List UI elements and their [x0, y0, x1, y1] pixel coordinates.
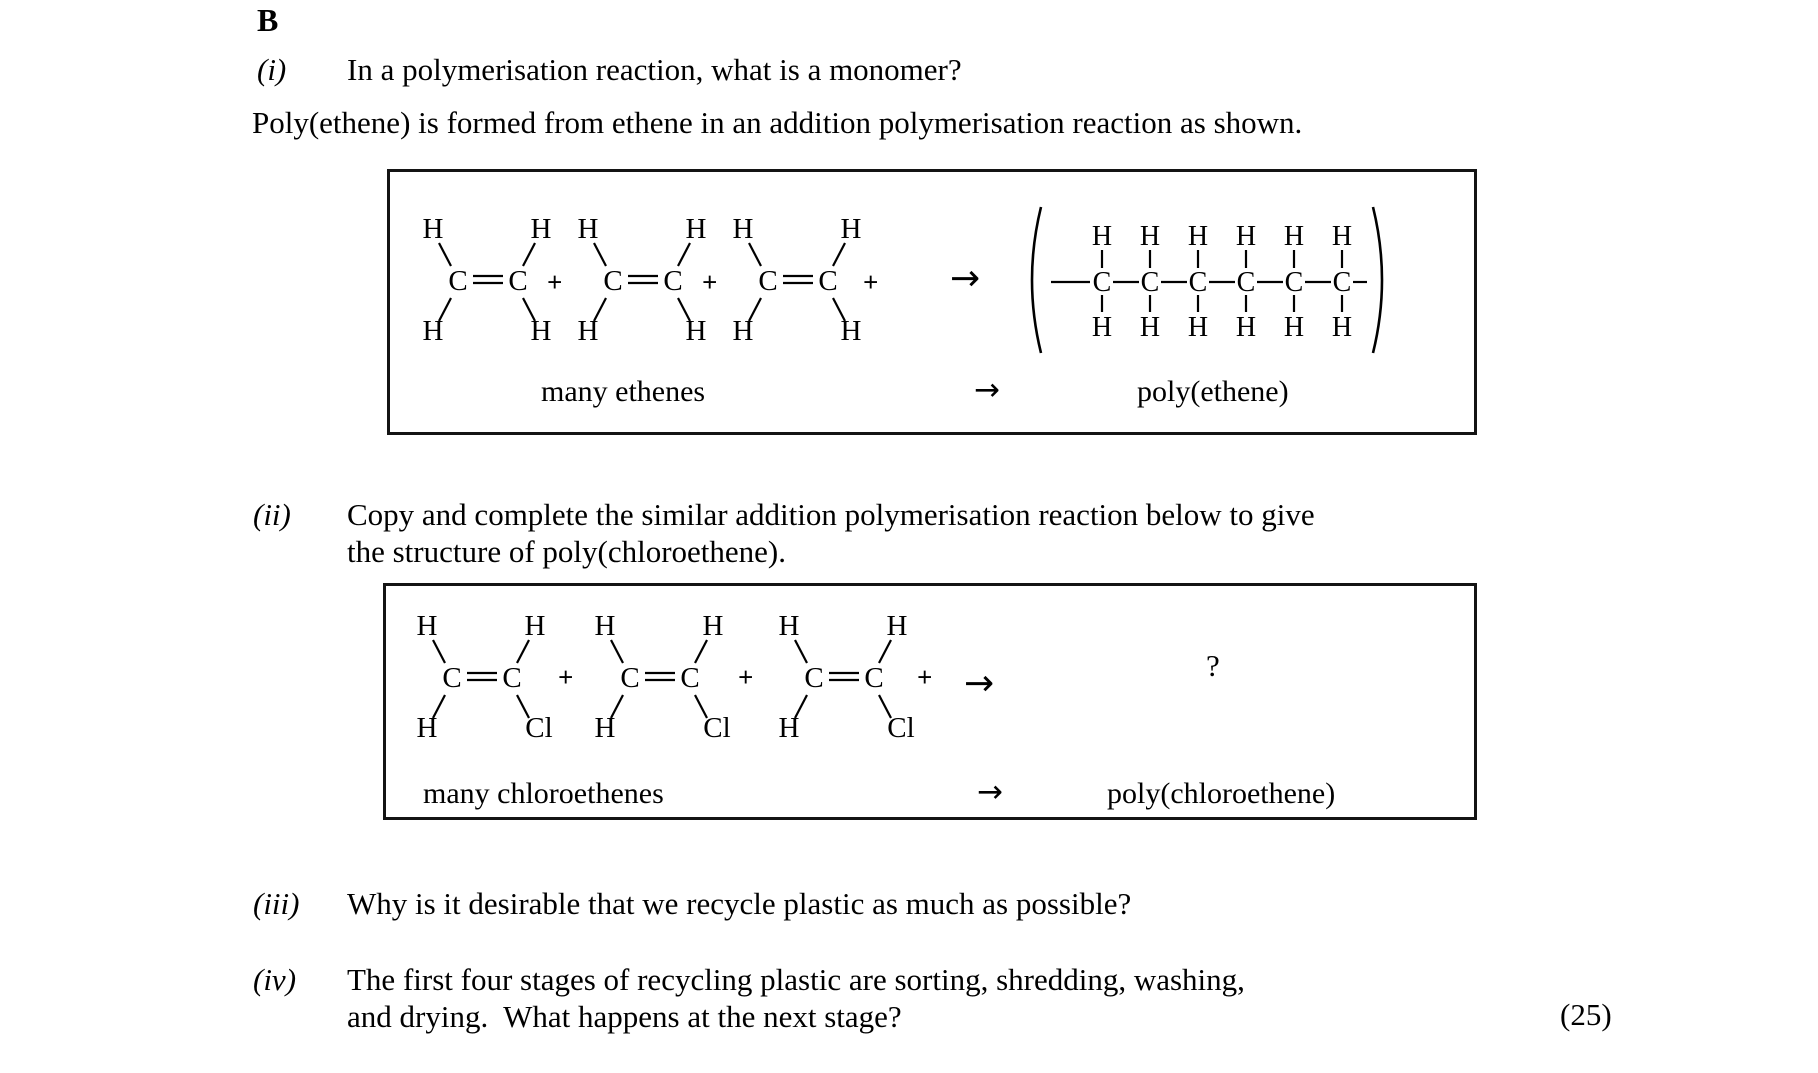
bond-line [517, 640, 529, 663]
atom-hydrogen: H [1187, 221, 1209, 252]
chloroethene-molecule [767, 610, 927, 744]
reactants-label: many chloroethenes [423, 777, 664, 810]
atom-hydrogen: H [422, 213, 444, 245]
atom-hydrogen: H [1235, 221, 1257, 252]
plus-symbol: + [558, 662, 574, 692]
marks-total: (25) [1560, 997, 1612, 1032]
atom-carbon: C [620, 662, 640, 694]
atom-hydrogen: H [1091, 221, 1113, 252]
atom-carbon: C [1140, 267, 1160, 298]
atom-hydrogen: H [685, 213, 707, 245]
atom-hydrogen: H [1331, 221, 1353, 252]
atom-carbon: C [804, 662, 824, 694]
arrow-icon: → [964, 663, 995, 704]
atom-carbon: C [1332, 267, 1352, 298]
question-i-text: In a polymerisation reaction, what is a monomer? [347, 52, 962, 87]
atom-hydrogen: H [702, 610, 724, 642]
close-paren [1373, 207, 1382, 353]
atom-carbon: C [663, 265, 683, 297]
atom-hydrogen: H [594, 712, 616, 744]
question-iii-marker: (iii) [253, 886, 300, 921]
ethene-polymerisation-diagram [387, 169, 1477, 435]
bond-line [594, 243, 606, 266]
bond-line [439, 243, 451, 266]
plus-symbol: + [863, 267, 879, 297]
atom-hydrogen: H [732, 315, 754, 347]
atom-carbon: C [758, 265, 778, 297]
atom-hydrogen: H [577, 213, 599, 245]
atom-hydrogen: H [577, 315, 599, 347]
bond-line [695, 640, 707, 663]
atom-hydrogen: H [416, 712, 438, 744]
arrow-icon: → [977, 774, 1003, 810]
polyethene-chain [1017, 199, 1397, 359]
atom-hydrogen: H [1331, 312, 1353, 343]
atom-carbon: C [448, 265, 468, 297]
question-ii-line1: Copy and complete the similar addition polymerisation reaction below to give [347, 497, 1315, 532]
atom-hydrogen: H [422, 315, 444, 347]
question-ii-line2: the structure of poly(chloroethene). [347, 534, 786, 569]
atom-hydrogen: H [1235, 312, 1257, 343]
atom-carbon: C [1092, 267, 1112, 298]
atom-hydrogen: H [778, 610, 800, 642]
atom-hydrogen: H [594, 610, 616, 642]
atom-hydrogen: H [530, 315, 552, 347]
bond-line [433, 640, 445, 663]
atom-hydrogen: H [1283, 221, 1305, 252]
plus-symbol: + [917, 662, 933, 692]
chloroethene-molecule [583, 610, 743, 744]
atom-hydrogen: H [416, 610, 438, 642]
plus-symbol: + [547, 267, 563, 297]
open-paren [1032, 207, 1041, 353]
atom-carbon: C [680, 662, 700, 694]
atom-hydrogen: H [732, 213, 754, 245]
bond-line [879, 640, 891, 663]
question-i-marker: (i) [257, 52, 287, 87]
arrow-icon: → [950, 258, 981, 299]
atom-carbon: C [1236, 267, 1256, 298]
intro-paragraph: Poly(ethene) is formed from ethene in an addition polymerisation reaction as shown. [252, 105, 1303, 140]
product-label: poly(chloroethene) [1107, 777, 1336, 810]
atom-carbon: C [1188, 267, 1208, 298]
bond-line [523, 243, 535, 266]
atom-chlorine: Cl [703, 712, 731, 744]
atom-carbon: C [502, 662, 522, 694]
question-ii-marker: (ii) [253, 497, 291, 532]
unknown-product-placeholder: ? [1206, 648, 1220, 683]
atom-chlorine: Cl [887, 712, 915, 744]
product-label: poly(ethene) [1137, 375, 1289, 408]
atom-hydrogen: H [685, 315, 707, 347]
atom-hydrogen: H [886, 610, 908, 642]
question-iv-line1: The first four stages of recycling plastic are sorting, shredding, washing, [347, 962, 1245, 997]
atom-carbon: C [1284, 267, 1304, 298]
question-iii-text: Why is it desirable that we recycle plastic as much as possible? [347, 886, 1132, 921]
ethene-molecule [721, 213, 881, 347]
atom-hydrogen: H [1139, 221, 1161, 252]
bond-line [749, 243, 761, 266]
reactants-label: many ethenes [541, 375, 706, 408]
chloroethene-molecule [405, 610, 565, 744]
atom-carbon: C [603, 265, 623, 297]
bond-line [611, 640, 623, 663]
atom-hydrogen: H [778, 712, 800, 744]
atom-hydrogen: H [1091, 312, 1113, 343]
atom-hydrogen: H [530, 213, 552, 245]
question-iv-line2: and drying. What happens at the next stage? [347, 999, 902, 1034]
atom-carbon: C [818, 265, 838, 297]
atom-hydrogen: H [1139, 312, 1161, 343]
plus-symbol: + [702, 267, 718, 297]
atom-hydrogen: H [524, 610, 546, 642]
question-iv-marker: (iv) [253, 962, 297, 997]
bond-line [795, 640, 807, 663]
bond-line [678, 243, 690, 266]
atom-hydrogen: H [840, 213, 862, 245]
plus-symbol: + [738, 662, 754, 692]
atom-hydrogen: H [1187, 312, 1209, 343]
atom-carbon: C [442, 662, 462, 694]
atom-carbon: C [864, 662, 884, 694]
atom-chlorine: Cl [525, 712, 553, 744]
atom-carbon: C [508, 265, 528, 297]
arrow-icon: → [974, 372, 1000, 408]
chloroethene-polymerisation-diagram [383, 583, 1477, 820]
bond-line [833, 243, 845, 266]
section-label: B [257, 2, 279, 38]
atom-hydrogen: H [840, 315, 862, 347]
atom-hydrogen: H [1283, 312, 1305, 343]
